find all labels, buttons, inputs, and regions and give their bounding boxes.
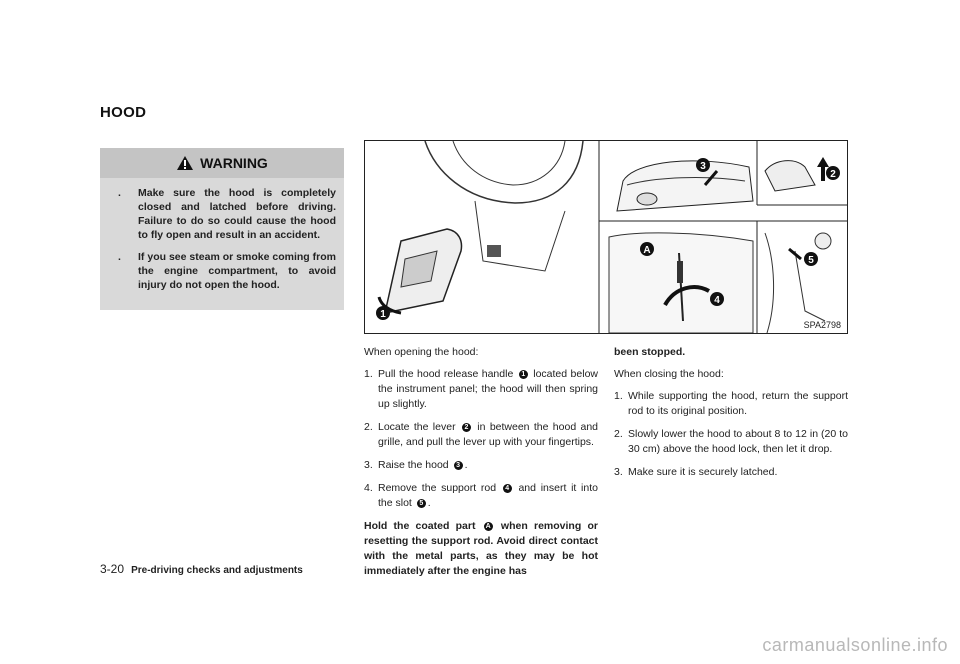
caution-note: Hold the coated part A when removing or resetting the support rod. Avoid direct contact with the metal parts, as they may be hot immediately after the engine has xyxy=(364,520,598,577)
warning-list xyxy=(114,186,336,300)
opening-column xyxy=(364,345,598,586)
svg-text:4: 4 xyxy=(714,295,720,306)
callout-badge: 2 xyxy=(462,423,471,432)
warning-item: . Make sure the hood is completely closed and latched before driving. Failure to do so could cause the hood to fly open and result in an accident. xyxy=(118,187,336,241)
callout-badge: A xyxy=(485,523,491,530)
warning-box xyxy=(100,148,344,310)
closing-step: 3. Make sure it is securely latched. xyxy=(614,466,778,478)
svg-text:1: 1 xyxy=(380,309,386,320)
closing-step: 2. Slowly lower the hood to about 8 to 12 in (20 to 30 cm) above the hood lock, then let it drop. xyxy=(614,428,848,455)
opening-step: 4. Remove the support rod 4 and insert it into the slot 5 . xyxy=(364,482,598,509)
svg-text:2: 2 xyxy=(830,169,836,180)
opening-step: 3. Raise the hood 3 . xyxy=(364,459,468,471)
opening-intro: When opening the hood: xyxy=(364,346,479,358)
hood-illustration-drawing xyxy=(365,141,847,333)
callout-badge: 5 xyxy=(417,499,426,508)
section-title: HOOD xyxy=(100,104,147,121)
closing-step: 1. While supporting the hood, return the support rod to its original position. xyxy=(614,390,848,417)
callout-a xyxy=(640,242,654,256)
callout-badge: 4 xyxy=(503,484,512,493)
callout-5 xyxy=(804,252,818,266)
svg-text:5: 5 xyxy=(808,255,814,266)
callout-4 xyxy=(710,292,724,306)
svg-text:3: 3 xyxy=(700,161,706,172)
closing-intro: When closing the hood: xyxy=(614,368,724,380)
opening-step: 1. Pull the hood release handle 1 located below the instrument panel; the hood will then spring up slightly. xyxy=(364,368,598,410)
figure-code: SPA2798 xyxy=(803,320,841,330)
warning-triangle-icon xyxy=(176,155,194,171)
warning-title: WARNING xyxy=(200,155,268,171)
callout-3 xyxy=(696,158,710,172)
opening-step: 2. Locate the lever 2 in between the hood and grille, and pull the lever up with your fingertips. xyxy=(364,421,599,448)
caution-note-continued: been stopped. xyxy=(614,346,686,358)
hood-illustration xyxy=(364,140,848,334)
watermark: carmanualsonline.info xyxy=(762,635,948,655)
callout-badge: 1 xyxy=(519,370,528,379)
warning-item: . If you see steam or smoke coming from the engine compartment, to avoid injury do not open the hood. xyxy=(118,251,336,291)
svg-text:A: A xyxy=(643,245,651,256)
chapter-title: Pre-driving checks and adjustments xyxy=(131,565,303,576)
warning-header xyxy=(100,148,344,178)
callout-badge: 3 xyxy=(454,461,463,470)
callout-1 xyxy=(376,306,390,320)
page-number: 3-20 xyxy=(100,562,125,576)
closing-column xyxy=(614,345,848,488)
page-footer xyxy=(100,562,303,576)
callout-2 xyxy=(826,166,840,180)
